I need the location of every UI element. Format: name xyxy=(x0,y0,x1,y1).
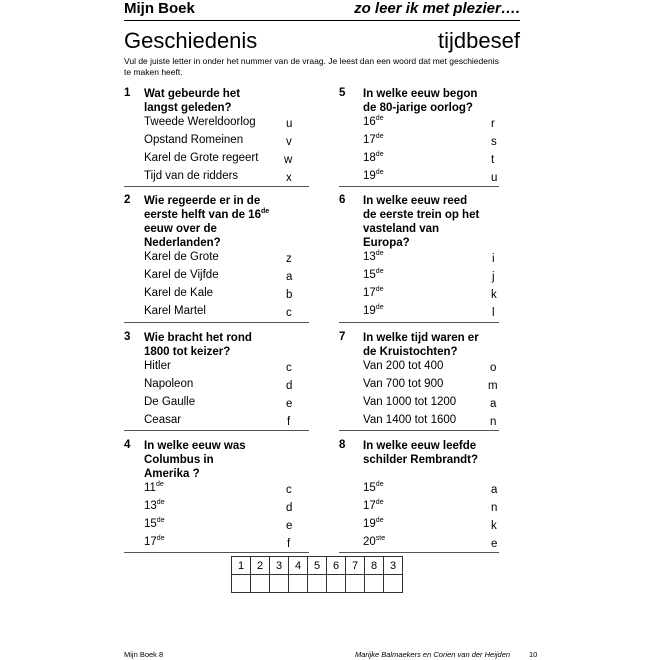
option-label: Van 1400 tot 1600 xyxy=(363,414,457,426)
answer-blank-cell[interactable] xyxy=(232,575,251,593)
option-label: Van 1000 tot 1200 xyxy=(363,396,457,408)
answer-number-cell: 7 xyxy=(346,557,365,575)
question-3 xyxy=(124,331,309,431)
answer-number-cell: 3 xyxy=(270,557,289,575)
answer-blank-cell[interactable] xyxy=(251,575,270,593)
question-6 xyxy=(339,194,499,324)
option-label: 15de xyxy=(144,517,165,530)
question-1 xyxy=(124,87,309,187)
option-letter: l xyxy=(492,307,495,319)
question-text: Wie regeerde er in de eerste helft van de 16de eeuw over de Nederlanden? xyxy=(144,195,270,249)
question-text: Wie bracht het rond 1800 tot keizer? xyxy=(144,332,252,358)
answer-blank-cell[interactable] xyxy=(384,575,403,593)
option-letter: n xyxy=(490,416,497,428)
option-letter: a xyxy=(490,398,497,410)
option-label: 19de xyxy=(363,169,384,182)
question-8 xyxy=(339,439,499,554)
option-label: Hitler xyxy=(144,360,171,372)
option-letter: d xyxy=(286,502,293,514)
option-label: 16de xyxy=(363,115,384,128)
instructions: Vul de juiste letter in onder het nummer van de vraag. Je leest dan een woord dat met geschiedenis te maken heeft. xyxy=(124,56,499,77)
option-letter: x xyxy=(286,172,292,184)
option-letter: e xyxy=(286,398,293,410)
question-text: In welke eeuw begon de 80-jarige oorlog? xyxy=(363,88,478,114)
answer-number-cell: 5 xyxy=(308,557,327,575)
option-letter: b xyxy=(286,289,293,301)
answer-blank-cell[interactable] xyxy=(270,575,289,593)
page-title: Geschiedenis xyxy=(124,28,258,53)
option-label: 13de xyxy=(144,499,165,512)
answer-number-cell: 8 xyxy=(365,557,384,575)
option-label: 19de xyxy=(363,304,384,317)
option-label: Karel de Grote regeert xyxy=(144,152,259,164)
page-topic: tijdbesef xyxy=(438,28,520,53)
question-number: 5 xyxy=(339,87,346,99)
footer-authors: Marijke Balmaekers en Corien van der Heijden xyxy=(355,650,511,659)
option-letter: j xyxy=(492,271,495,283)
answer-number-cell: 2 xyxy=(251,557,270,575)
option-label: 17de xyxy=(363,499,384,512)
footer-book: Mijn Boek 8 xyxy=(124,650,164,659)
divider xyxy=(124,552,309,553)
divider xyxy=(124,322,309,323)
option-letter: c xyxy=(286,307,292,319)
option-letter: z xyxy=(286,253,292,265)
question-text: In welke tijd waren er de Kruistochten? xyxy=(363,332,479,358)
option-label: 11de xyxy=(144,481,164,494)
option-label: Napoleon xyxy=(144,378,194,390)
option-letter: u xyxy=(286,118,293,130)
divider xyxy=(124,430,309,431)
question-number: 1 xyxy=(124,87,131,99)
option-letter: e xyxy=(286,520,293,532)
option-letter: f xyxy=(287,538,291,550)
option-letter: a xyxy=(286,271,293,283)
question-number: 7 xyxy=(339,331,346,343)
option-label: 17de xyxy=(363,286,384,299)
option-letter: i xyxy=(492,253,495,265)
option-letter: f xyxy=(287,416,291,428)
option-label: 13de xyxy=(363,250,384,263)
option-label: 15de xyxy=(363,481,384,494)
brand-title: Mijn Boek xyxy=(124,0,195,17)
question-5 xyxy=(339,87,499,187)
option-letter: d xyxy=(286,380,293,392)
option-label: Karel de Kale xyxy=(144,287,214,299)
option-label: Ceasar xyxy=(144,414,182,426)
answer-blank-cell[interactable] xyxy=(327,575,346,593)
option-letter: s xyxy=(491,136,497,148)
option-label: 17de xyxy=(144,535,165,548)
answer-blank-cell[interactable] xyxy=(346,575,365,593)
option-letter: e xyxy=(491,538,498,550)
page-header xyxy=(124,0,520,21)
answer-number-cell: 3 xyxy=(384,557,403,575)
answer-number-cell: 1 xyxy=(232,557,251,575)
option-letter: u xyxy=(491,172,498,184)
option-label: Tijd van de ridders xyxy=(144,170,239,182)
option-letter: k xyxy=(491,520,497,532)
option-label: Karel de Vijfde xyxy=(144,269,219,281)
divider xyxy=(339,552,499,553)
option-label: 15de xyxy=(363,268,384,281)
question-number: 4 xyxy=(124,439,131,451)
answer-blank-cell[interactable] xyxy=(308,575,327,593)
option-label: 18de xyxy=(363,151,384,164)
header-slogan: zo leer ik met plezier…. xyxy=(354,0,520,17)
question-text: Wat gebeurde het langst geleden? xyxy=(144,88,241,114)
page-number: 10 xyxy=(529,650,538,659)
question-text: In welke eeuw was Columbus in Amerika ? xyxy=(144,440,246,480)
question-2 xyxy=(124,194,309,324)
option-label: Tweede Wereldoorlog xyxy=(144,116,256,128)
option-label: 19de xyxy=(363,517,384,530)
option-letter: r xyxy=(491,118,495,130)
option-label: 17de xyxy=(363,133,384,146)
divider xyxy=(339,430,499,431)
option-label: Van 200 tot 400 xyxy=(363,360,444,372)
answer-number-cell: 6 xyxy=(327,557,346,575)
option-letter: a xyxy=(491,484,498,496)
option-label: 20ste xyxy=(363,535,386,548)
question-number: 8 xyxy=(339,439,346,451)
question-number: 6 xyxy=(339,194,346,206)
option-letter: t xyxy=(491,154,495,166)
option-label: Karel de Grote xyxy=(144,251,219,263)
answer-number-cell: 4 xyxy=(289,557,308,575)
answer-blank-cell[interactable] xyxy=(365,575,384,593)
divider xyxy=(339,186,499,187)
option-label: Van 700 tot 900 xyxy=(363,378,444,390)
option-label: Opstand Romeinen xyxy=(144,134,244,146)
option-letter: c xyxy=(286,484,292,496)
answer-blank-cell[interactable] xyxy=(289,575,308,593)
option-letter: m xyxy=(488,380,498,392)
question-number: 2 xyxy=(124,194,131,206)
divider xyxy=(124,186,309,187)
option-label: Karel Martel xyxy=(144,305,206,317)
option-letter: v xyxy=(286,136,292,148)
question-7 xyxy=(339,331,499,431)
option-letter: k xyxy=(491,289,497,301)
question-4 xyxy=(124,439,309,554)
divider xyxy=(339,322,499,323)
option-letter: w xyxy=(284,154,293,166)
answer-grid xyxy=(231,556,403,593)
question-text: In welke eeuw reed de eerste trein op het vasteland van Europa? xyxy=(363,195,480,249)
option-label: De Gaulle xyxy=(144,396,196,408)
question-text: In welke eeuw leefde schilder Rembrandt? xyxy=(363,440,479,466)
option-letter: n xyxy=(491,502,498,514)
option-letter: c xyxy=(286,362,292,374)
option-letter: o xyxy=(490,362,497,374)
question-number: 3 xyxy=(124,331,131,343)
